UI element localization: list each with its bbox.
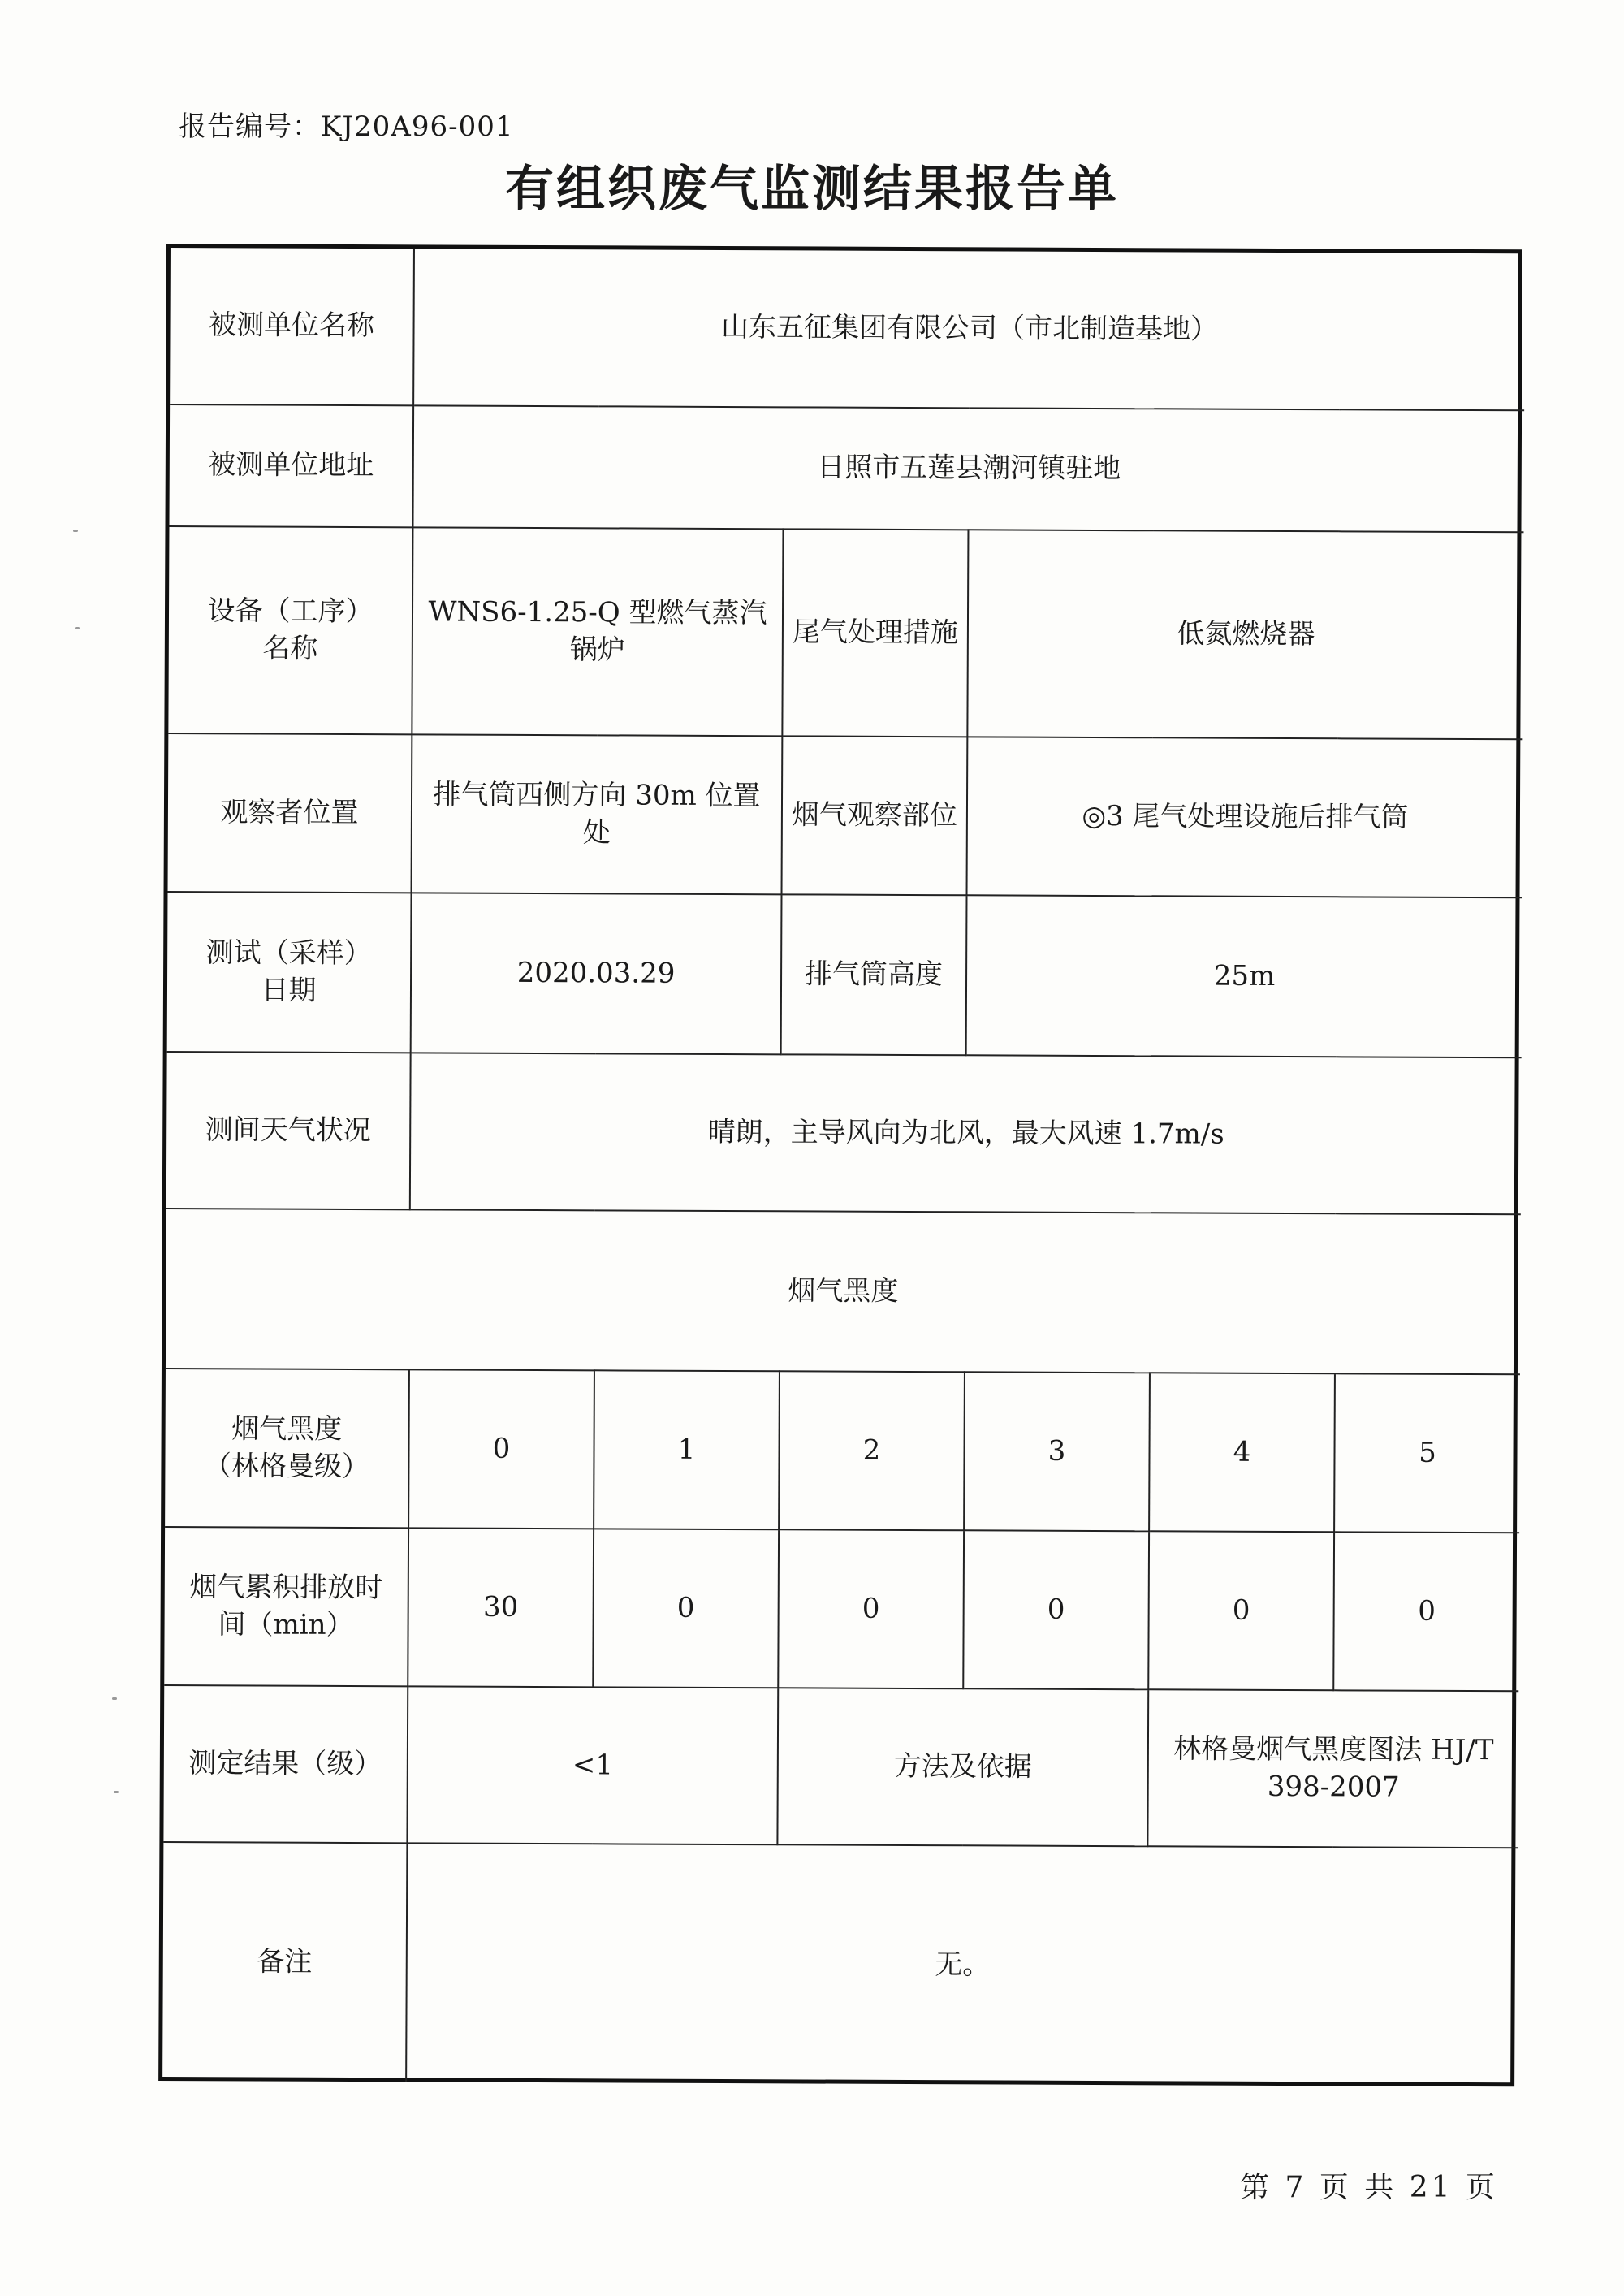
table-row <box>162 1842 1518 2086</box>
weather-label: 测间天气状况 <box>166 1052 411 1209</box>
result-value: <1 <box>407 1686 778 1844</box>
scan-speck <box>112 1697 117 1700</box>
observer-position-value: 排气筒西侧方向 30m 位置处 <box>412 734 783 894</box>
table-row <box>168 526 1523 739</box>
test-date-label: 测试（采样） 日期 <box>167 892 412 1053</box>
scan-speck <box>75 627 80 629</box>
result-label: 测定结果（级） <box>163 1685 408 1843</box>
table-row <box>169 404 1524 532</box>
table-row <box>163 1685 1518 1848</box>
equipment-label: 设备（工序） 名称 <box>168 526 412 734</box>
table-row <box>170 248 1525 410</box>
unit-name-label: 被测单位名称 <box>170 248 414 405</box>
page-number: 第 7 页 共 21 页 <box>1240 2171 1498 2204</box>
emission-duration: 0 <box>593 1529 779 1688</box>
table-row <box>165 1369 1520 1533</box>
unit-address-label: 被测单位地址 <box>169 404 413 527</box>
report-number-label: 报告编号： <box>179 110 321 143</box>
ringelmann-level: 0 <box>408 1369 594 1529</box>
table-row <box>166 1052 1522 1214</box>
report-table <box>162 248 1525 2086</box>
observer-position-label: 观察者位置 <box>168 733 412 893</box>
ringelmann-level: 3 <box>964 1372 1150 1531</box>
stack-height-value: 25m <box>966 895 1522 1057</box>
remarks-value: 无。 <box>406 1843 1518 2086</box>
ringelmann-level: 2 <box>779 1371 965 1530</box>
remarks-label: 备注 <box>162 1842 407 2082</box>
stack-height-label: 排气筒高度 <box>781 894 967 1055</box>
ringelmann-level: 5 <box>1334 1373 1520 1533</box>
table-row <box>167 892 1522 1057</box>
observation-part-label: 烟气观察部位 <box>782 736 968 895</box>
scan-speck <box>114 1791 119 1793</box>
unit-name-value: 山东五征集团有限公司（市北制造基地） <box>413 249 1525 410</box>
scan-speck <box>73 530 78 532</box>
weather-value: 晴朗，主导风向为北风，最大风速 1.7m/s <box>410 1053 1522 1214</box>
ringelmann-level: 1 <box>594 1370 780 1529</box>
ringelmann-level-label: 烟气黑度 （林格曼级） <box>165 1369 409 1528</box>
emission-duration: 0 <box>1148 1531 1334 1690</box>
ringelmann-level: 4 <box>1149 1373 1335 1532</box>
equipment-value: WNS6-1.25-Q 型燃气蒸汽锅炉 <box>412 527 783 736</box>
treatment-label: 尾气处理措施 <box>782 529 968 737</box>
unit-address-value: 日照市五莲县潮河镇驻地 <box>412 405 1524 532</box>
emission-duration: 0 <box>963 1530 1149 1689</box>
section-title: 烟气黑度 <box>166 1209 1521 1374</box>
method-label: 方法及依据 <box>777 1688 1148 1846</box>
emission-duration: 0 <box>1333 1532 1519 1691</box>
emission-duration: 30 <box>408 1528 594 1687</box>
table-row <box>168 733 1523 897</box>
report-number-value: KJ20A96-001 <box>321 110 514 143</box>
treatment-value: 低氮燃烧器 <box>967 530 1523 739</box>
test-date-value: 2020.03.29 <box>411 893 782 1054</box>
emission-duration: 0 <box>778 1529 964 1688</box>
report-table-frame <box>158 244 1522 2086</box>
report-number <box>179 104 514 144</box>
emission-duration-label: 烟气累积排放时 间（min） <box>164 1527 408 1686</box>
observation-part-value: ◎3 尾气处理设施后排气筒 <box>967 737 1523 897</box>
method-value: 林格曼烟气黑度图法 HJ/T 398-2007 <box>1147 1689 1518 1848</box>
table-row <box>164 1527 1519 1691</box>
table-row <box>166 1209 1521 1374</box>
page-title: 有组织废气监测结果报告单 <box>505 161 1119 218</box>
